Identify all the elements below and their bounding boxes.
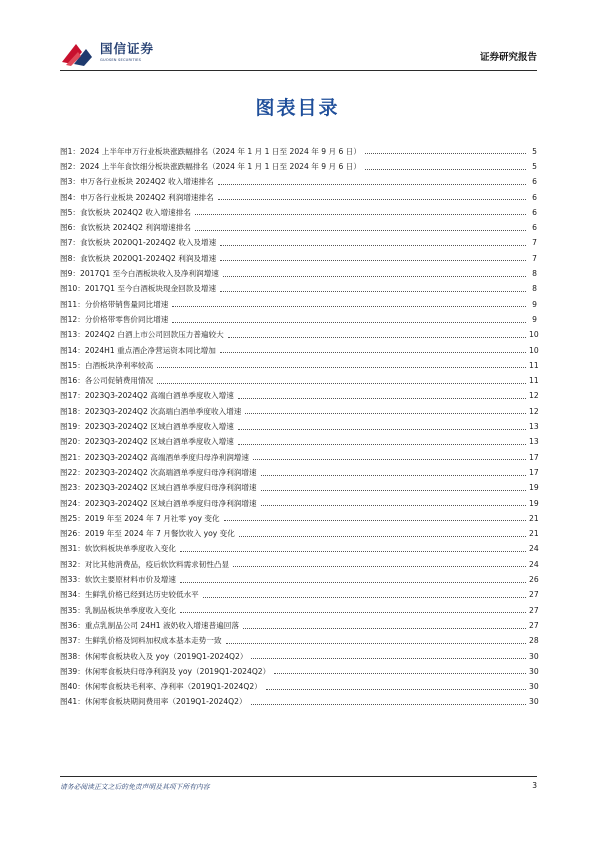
toc-figure-label: 图38：: [60, 651, 85, 661]
toc-entry[interactable]: [60, 415, 537, 430]
toc-entry[interactable]: [60, 140, 537, 155]
toc-figure-label: 图5：: [60, 207, 81, 217]
toc-page-number[interactable]: 7: [532, 238, 537, 248]
toc-page-number[interactable]: 8: [532, 269, 537, 279]
toc-entry[interactable]: [60, 339, 537, 354]
toc-page-number[interactable]: 26: [529, 575, 539, 585]
toc-leader-dots: [261, 490, 526, 491]
page-header: [60, 38, 537, 70]
toc-leader-dots: [266, 689, 526, 690]
toc-figure-label: 图41：: [60, 697, 85, 707]
toc-page-number[interactable]: 5: [532, 162, 537, 171]
toc-page-number[interactable]: 21: [529, 513, 539, 523]
toc-figure-label: 图39：: [60, 666, 85, 676]
toc-page-number[interactable]: 5: [532, 146, 537, 156]
toc-entry[interactable]: [60, 308, 537, 323]
toc-figure-title[interactable]: 分价格带销售量同比增速: [84, 299, 169, 309]
toc-page-number[interactable]: 17: [529, 452, 539, 462]
toc-figure-title[interactable]: 2019 年至 2024 年 7 月餐饮收入 yoy 变化: [84, 529, 235, 539]
toc-figure-title[interactable]: 2023Q3-2024Q2 区域白酒单季度归母净利润增速: [84, 498, 257, 508]
toc-figure-title[interactable]: 2017Q1 至今白酒板块现金回款及增速: [84, 284, 217, 294]
toc-entry[interactable]: [60, 201, 537, 216]
toc-leader-dots: [157, 367, 526, 368]
figure-list: [60, 140, 537, 706]
toc-leader-dots: [195, 214, 526, 215]
toc-figure-label: 图18：: [60, 406, 85, 416]
toc-entry[interactable]: [60, 262, 537, 277]
toc-leader-dots: [220, 291, 526, 292]
toc-leader-dots: [245, 413, 526, 414]
toc-page-number[interactable]: 28: [529, 636, 539, 646]
toc-entry[interactable]: [60, 461, 537, 476]
toc-page-number[interactable]: 13: [529, 437, 539, 447]
toc-leader-dots: [233, 566, 526, 567]
toc-page-number[interactable]: 24: [529, 559, 539, 569]
toc-leader-dots: [238, 398, 526, 399]
toc-entry[interactable]: [60, 446, 537, 461]
toc-figure-title[interactable]: 2023Q3-2024Q2 次高端白酒单季度收入增速: [84, 406, 242, 416]
toc-leader-dots: [220, 260, 526, 261]
toc-entry[interactable]: [60, 599, 537, 614]
logo-chinese-name: 国信证券: [100, 41, 155, 57]
toc-entry[interactable]: [60, 354, 537, 369]
toc-figure-title[interactable]: 2023Q3-2024Q2 区域白酒单季度归母净利润增速: [84, 483, 257, 493]
toc-figure-title[interactable]: 软饮主要原材料市价及增速: [84, 575, 176, 585]
toc-figure-title[interactable]: 2023Q3-2024Q2 高端白酒单季度收入增速: [84, 391, 234, 401]
toc-figure-title[interactable]: 生鲜乳价格已经到达历史较低水平: [84, 590, 199, 600]
toc-figure-label: 图13：: [60, 330, 85, 340]
toc-figure-title[interactable]: 休闲零食板块归母净利润及 yoy（2019Q1-2024Q2）: [84, 666, 271, 676]
toc-leader-dots: [180, 551, 526, 552]
toc-figure-title[interactable]: 食饮板块 2020Q1-2024Q2 利润及增速: [80, 253, 217, 263]
toc-page-number[interactable]: 30: [529, 682, 539, 692]
toc-leader-dots: [274, 673, 526, 674]
toc-entry[interactable]: [60, 522, 537, 537]
footer-divider: [60, 776, 537, 777]
toc-entry[interactable]: [60, 247, 537, 262]
toc-entry[interactable]: [60, 155, 537, 170]
toc-page-number[interactable]: 10: [529, 330, 539, 340]
toc-figure-label: 图4：: [60, 192, 81, 202]
toc-leader-dots: [172, 322, 526, 323]
toc-figure-title[interactable]: 重点乳制品公司 24H1 液奶收入增速普遍回落: [84, 620, 239, 630]
toc-leader-dots: [203, 597, 526, 598]
toc-figure-title[interactable]: 2019 年至 2024 年 7 月社零 yoy 变化: [84, 513, 220, 523]
guosen-logo-icon: [60, 40, 94, 66]
toc-leader-dots: [228, 337, 526, 338]
toc-figure-title[interactable]: 休闲零食板块毛利率、净利率（2019Q1-2024Q2）: [84, 682, 262, 692]
toc-figure-title[interactable]: 白酒板块净利率较高: [84, 360, 154, 370]
toc-page-number[interactable]: 27: [529, 605, 539, 615]
toc-page-number[interactable]: 17: [529, 467, 539, 477]
toc-figure-title[interactable]: 食饮板块 2024Q2 利润增速排名: [80, 223, 191, 233]
toc-entry[interactable]: [60, 385, 537, 400]
toc-figure-label: 图24：: [60, 498, 85, 508]
toc-entry[interactable]: [60, 568, 537, 583]
toc-figure-label: 图32：: [60, 559, 85, 569]
toc-figure-label: 图14：: [60, 345, 85, 355]
toc-figure-label: 图6：: [60, 223, 81, 233]
toc-leader-dots: [239, 536, 526, 537]
toc-figure-title[interactable]: 食饮板块 2024Q2 收入增速排名: [80, 207, 191, 217]
toc-leader-dots: [218, 199, 526, 200]
toc-figure-label: 图20：: [60, 437, 85, 447]
toc-figure-label: 图40：: [60, 682, 85, 692]
toc-leader-dots: [226, 643, 526, 644]
toc-page-number[interactable]: 9: [532, 314, 537, 324]
toc-figure-title[interactable]: 2024Q2 白酒上市公司回款压力普遍较大: [84, 330, 224, 340]
toc-figure-label: 图25：: [60, 513, 85, 523]
toc-page-number[interactable]: 13: [529, 422, 539, 432]
toc-figure-title[interactable]: 2023Q3-2024Q2 高端酒单季度归母净利润增速: [84, 452, 249, 462]
toc-leader-dots: [261, 505, 526, 506]
toc-leader-dots: [180, 582, 526, 583]
toc-page-number[interactable]: 11: [529, 376, 539, 386]
toc-page-number[interactable]: 6: [532, 192, 537, 202]
toc-page-number[interactable]: 30: [529, 666, 539, 676]
toc-figure-label: 图12：: [60, 314, 85, 324]
toc-leader-dots: [238, 444, 526, 445]
toc-page-number[interactable]: 6: [532, 207, 537, 217]
toc-entry[interactable]: [60, 538, 537, 553]
toc-leader-dots: [220, 352, 526, 353]
toc-figure-title[interactable]: 2017Q1 至今白酒板块收入及净利润增速: [80, 269, 219, 279]
toc-leader-dots: [218, 184, 526, 185]
toc-leader-dots: [220, 245, 526, 246]
toc-entry[interactable]: [60, 171, 537, 186]
toc-entry[interactable]: [60, 553, 537, 568]
toc-page-number[interactable]: 19: [529, 498, 539, 508]
toc-figure-title[interactable]: 2024 上半年申万行业板块涨跌幅排名（2024 年 1 月 1 日至 2024 年 9 月 6 日）: [80, 146, 361, 156]
toc-page-number[interactable]: 9: [532, 299, 537, 309]
toc-leader-dots: [238, 429, 526, 430]
toc-figure-title[interactable]: 2023Q3-2024Q2 区域白酒单季度收入增速: [84, 437, 234, 447]
toc-entry[interactable]: [60, 584, 537, 599]
toc-figure-label: 图11：: [60, 299, 85, 309]
toc-page-number[interactable]: 6: [532, 223, 537, 233]
toc-page-number[interactable]: 30: [529, 651, 539, 661]
toc-leader-dots: [261, 475, 526, 476]
toc-figure-label: 图34：: [60, 590, 85, 600]
toc-page-number[interactable]: 11: [529, 360, 539, 370]
toc-figure-title[interactable]: 2024H1 重点酒企净营运资本同比增加: [84, 345, 216, 355]
toc-entry[interactable]: [60, 477, 537, 492]
toc-entry[interactable]: [60, 216, 537, 231]
toc-leader-dots: [253, 459, 526, 460]
toc-figure-title[interactable]: 乳制品板块单季度收入变化: [84, 605, 176, 615]
report-type-label: 证券研究报告: [479, 52, 537, 63]
toc-page-number[interactable]: 10: [529, 345, 539, 355]
toc-figure-label: 图26：: [60, 529, 85, 539]
toc-figure-label: 图35：: [60, 605, 85, 615]
toc-page-number[interactable]: 19: [529, 483, 539, 493]
toc-leader-dots: [195, 230, 526, 231]
toc-figure-label: 图37：: [60, 636, 85, 646]
toc-figure-label: 图15：: [60, 360, 85, 370]
toc-page-number[interactable]: 30: [529, 697, 539, 707]
toc-figure-label: 图22：: [60, 467, 85, 477]
toc-entry[interactable]: [60, 293, 537, 308]
toc-entry[interactable]: [60, 614, 537, 629]
company-logo: [60, 38, 154, 68]
toc-entry[interactable]: [60, 400, 537, 415]
toc-figure-title[interactable]: 对比其他消费品，疫后软饮料需求韧性凸显: [84, 559, 230, 569]
toc-entry[interactable]: [60, 369, 537, 384]
toc-figure-title[interactable]: 2023Q3-2024Q2 次高端酒单季度归母净利润增速: [84, 467, 257, 477]
toc-page-number[interactable]: 12: [529, 391, 539, 401]
toc-entry[interactable]: [60, 645, 537, 660]
toc-figure-title[interactable]: 各公司促销费用情况: [84, 376, 154, 386]
toc-page-number[interactable]: 21: [529, 529, 539, 539]
toc-figure-title[interactable]: 申万各行业板块 2024Q2 收入增速排名: [80, 177, 214, 187]
toc-figure-title[interactable]: 休闲零食板块收入及 yoy（2019Q1-2024Q2）: [84, 651, 248, 661]
page-title: 图表目录: [255, 97, 340, 119]
toc-page-number[interactable]: 24: [529, 544, 539, 554]
toc-entry[interactable]: [60, 186, 537, 201]
toc-page-number[interactable]: 27: [529, 620, 539, 630]
toc-leader-dots: [251, 704, 526, 705]
toc-leader-dots: [251, 658, 526, 659]
toc-leader-dots: [365, 169, 526, 170]
toc-figure-title[interactable]: 休闲零食板块期间费用率（2019Q1-2024Q2）: [84, 697, 247, 707]
toc-leader-dots: [365, 153, 526, 154]
page-number: 3: [532, 781, 537, 790]
toc-entry[interactable]: [60, 691, 537, 706]
toc-entry[interactable]: [60, 232, 537, 247]
toc-entry[interactable]: [60, 431, 537, 446]
toc-leader-dots: [243, 628, 526, 629]
toc-figure-label: 图10：: [60, 284, 85, 294]
toc-entry[interactable]: [60, 660, 537, 675]
toc-entry[interactable]: [60, 278, 537, 293]
toc-entry[interactable]: [60, 630, 537, 645]
toc-leader-dots: [157, 383, 526, 384]
toc-figure-label: 图23：: [60, 483, 85, 493]
footer-disclaimer: 请务必阅读正文之后的免责声明及其项下所有内容: [60, 783, 210, 791]
toc-leader-dots: [180, 612, 526, 613]
toc-figure-label: 图17：: [60, 391, 85, 401]
toc-figure-title[interactable]: 2023Q3-2024Q2 区域白酒单季度收入增速: [84, 422, 234, 432]
toc-figure-label: 图31：: [60, 544, 85, 554]
toc-page-number[interactable]: 8: [532, 284, 537, 294]
toc-figure-label: 图33：: [60, 575, 85, 585]
toc-figure-label: 图19：: [60, 422, 85, 432]
toc-page-number[interactable]: 7: [532, 253, 537, 263]
toc-entry[interactable]: [60, 675, 537, 690]
toc-figure-label: 图1：: [60, 146, 81, 156]
toc-leader-dots: [172, 306, 526, 307]
toc-figure-title[interactable]: 申万各行业板块 2024Q2 利润增速排名: [80, 192, 214, 202]
toc-page-number[interactable]: 27: [529, 590, 539, 600]
toc-entry[interactable]: [60, 324, 537, 339]
toc-figure-label: 图2：: [60, 162, 81, 171]
toc-figure-label: 图3：: [60, 177, 81, 187]
toc-page-number[interactable]: 6: [532, 177, 537, 187]
toc-figure-label: 图36：: [60, 620, 85, 630]
toc-figure-title[interactable]: 分价格带零售价同比增速: [84, 314, 169, 324]
toc-page-number[interactable]: 12: [529, 406, 539, 416]
toc-figure-title[interactable]: 软饮料板块单季度收入变化: [84, 544, 176, 554]
toc-figure-title[interactable]: 生鲜乳价格及饲料加权成本基本走势一致: [84, 636, 222, 646]
toc-figure-label: 图8：: [60, 253, 81, 263]
header-divider: [60, 70, 537, 71]
toc-figure-label: 图7：: [60, 238, 81, 248]
toc-figure-title[interactable]: 食饮板块 2020Q1-2024Q2 收入及增速: [80, 238, 217, 248]
toc-entry[interactable]: [60, 507, 537, 522]
toc-figure-label: 图21：: [60, 452, 85, 462]
toc-leader-dots: [223, 276, 526, 277]
toc-leader-dots: [224, 520, 526, 521]
toc-figure-title[interactable]: 2024 上半年食饮细分板块涨跌幅排名（2024 年 1 月 1 日至 2024 年 9 月 6 日）: [80, 162, 361, 171]
toc-figure-label: 图9：: [60, 269, 81, 279]
toc-entry[interactable]: [60, 492, 537, 507]
toc-figure-label: 图16：: [60, 376, 85, 386]
logo-english-name: GUOSEN SECURITIES: [100, 57, 142, 62]
